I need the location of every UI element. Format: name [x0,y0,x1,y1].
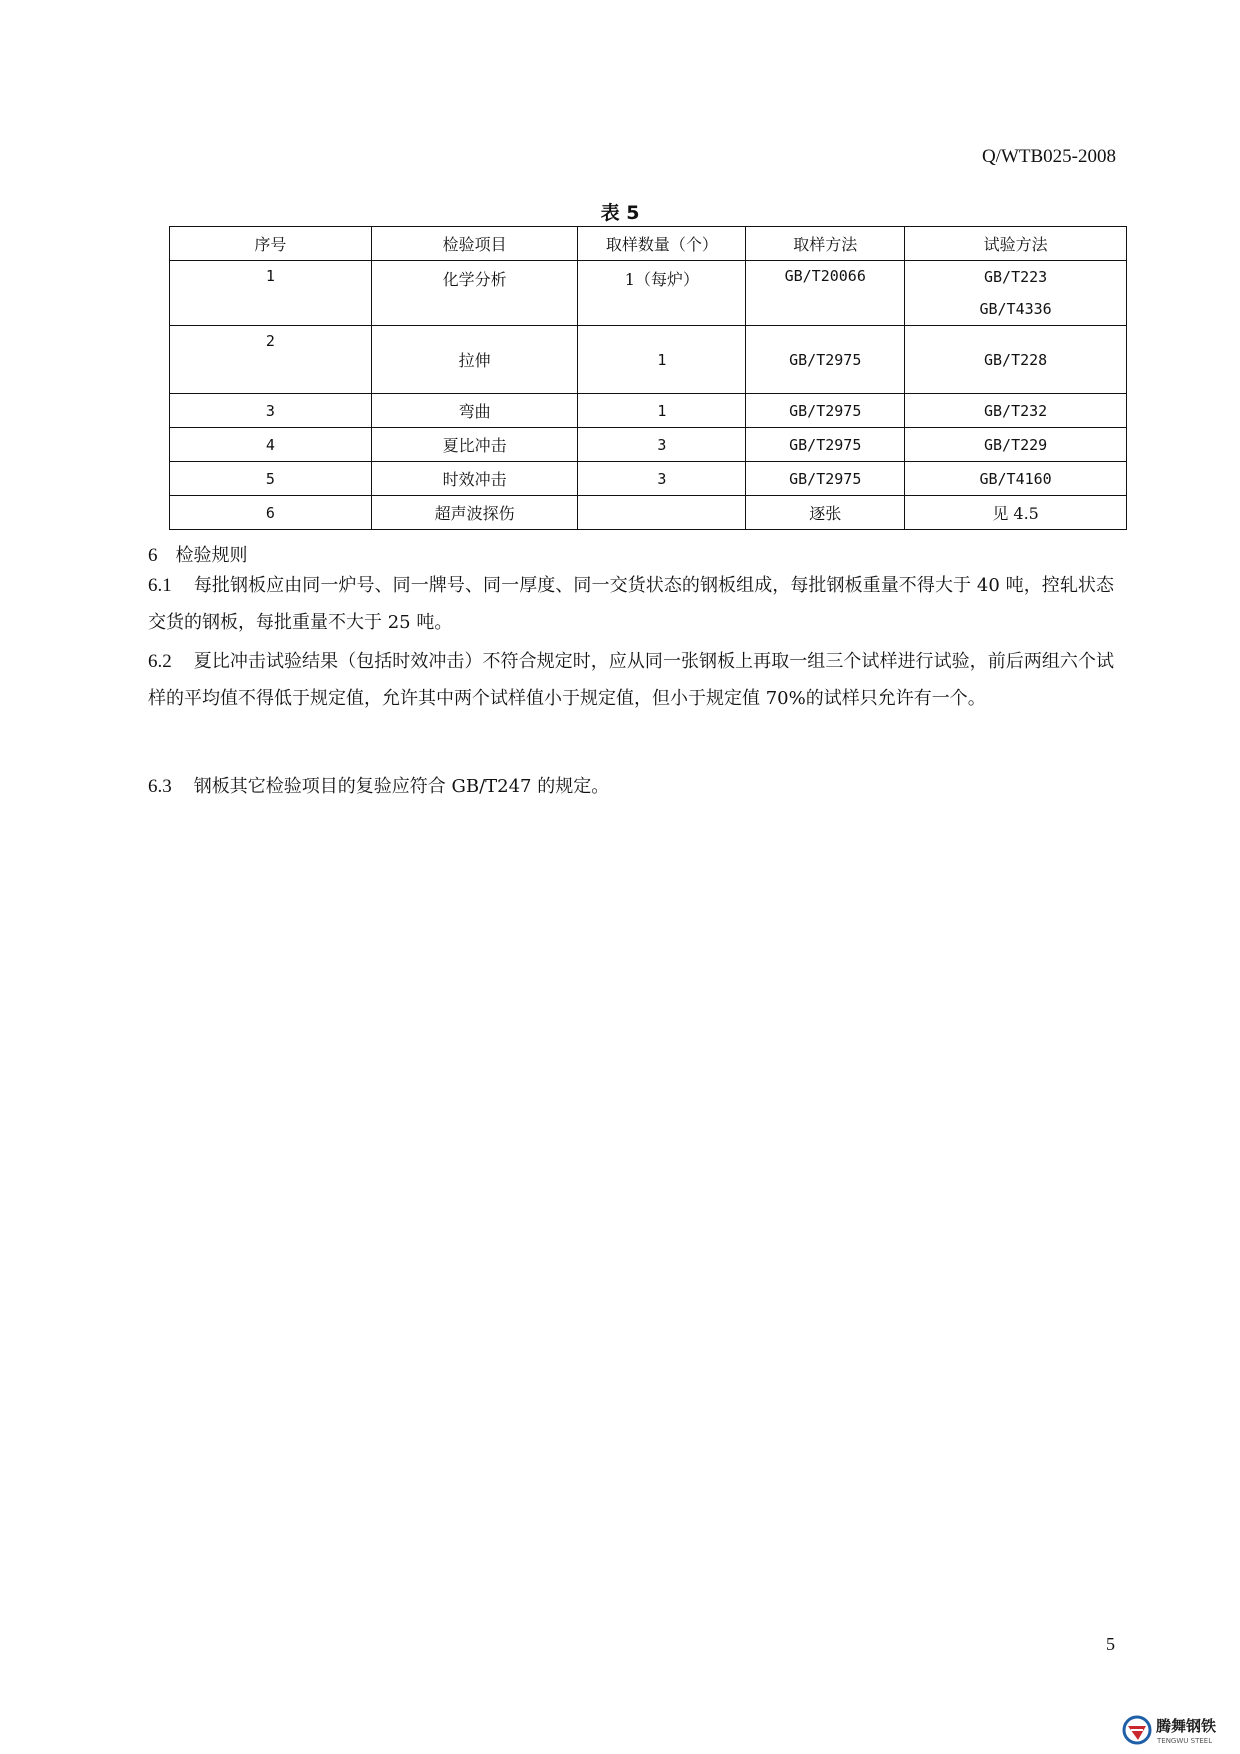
row-sampling-method: GB/T2975 [746,394,905,428]
row-number: 6 [170,496,372,530]
row-quantity: 1 [578,326,746,394]
section-heading [148,541,248,567]
row-item: 时效冲击 [371,462,578,496]
row-test-method: GB/T4160 [905,462,1127,496]
inspection-table [169,226,1127,530]
row-item: 化学分析 [371,261,578,326]
column-header: 序号 [170,227,372,261]
clause-text: 每批钢板应由同一炉号、同一牌号、同一厚度、同一交货状态的钢板组成，每批钢板重量不得大于 40 吨，控轧状态交货的钢板，每批重量不大于 25 吨。 [148,575,1114,633]
table-row [170,326,1127,394]
table-row [170,462,1127,496]
test-method-line: GB/T4336 [979,300,1052,318]
table-header-row [170,227,1127,261]
row-quantity [578,496,746,530]
table-row [170,428,1127,462]
row-number: 1 [170,261,372,326]
test-method-line: GB/T223 [983,268,1048,286]
row-quantity: 3 [578,428,746,462]
table-row [170,261,1127,326]
clause-text: 夏比冲击试验结果（包括时效冲击）不符合规定时，应从同一张钢板上再取一组三个试样进行试验，前后两组六个试样的平均值不得低于规定值，允许其中两个试样值小于规定值，但小于规定值 70%的试样只允许有一个。 [148,651,1114,709]
company-logo [1122,1713,1236,1747]
page-number: 5 [1106,1634,1115,1654]
row-sampling-method: GB/T2975 [746,326,905,394]
clause-6-2 [148,643,1114,717]
logo-text-cn: 腾舞钢铁 [1156,1717,1217,1735]
column-header: 取样方法 [746,227,905,261]
clause-number: 6.2 [148,651,172,672]
section-number: 6 [148,545,158,566]
row-test-method: GB/T229 [905,428,1127,462]
row-sampling-method: GB/T2975 [746,428,905,462]
row-sampling-method: GB/T2975 [746,462,905,496]
clause-6-3 [148,768,1114,805]
row-test-method: 见 4.5 [905,496,1127,530]
clause-6-1 [148,567,1114,641]
row-number: 5 [170,462,372,496]
clause-text: 钢板其它检验项目的复验应符合 GB/T247 的规定。 [193,776,610,797]
row-item: 弯曲 [371,394,578,428]
row-sampling-method: GB/T20066 [746,261,905,326]
column-header: 取样数量（个） [578,227,746,261]
clause-number: 6.3 [148,776,172,797]
row-test-method [905,261,1127,326]
row-test-method: GB/T228 [905,326,1127,394]
table-row [170,496,1127,530]
row-item: 夏比冲击 [371,428,578,462]
row-item: 拉伸 [371,326,578,394]
row-quantity: 1 [578,394,746,428]
row-item: 超声波探伤 [371,496,578,530]
row-number: 2 [170,326,372,394]
table-title: 表 5 [600,202,640,224]
section-title: 检验规则 [175,545,248,566]
logo-mark-icon [1122,1713,1236,1747]
row-number: 4 [170,428,372,462]
row-number: 3 [170,394,372,428]
table-row [170,394,1127,428]
row-quantity: 3 [578,462,746,496]
column-header: 试验方法 [905,227,1127,261]
row-sampling-method: 逐张 [746,496,905,530]
logo-text-en: TENGWU STEEL [1157,1737,1213,1745]
row-quantity: 1（每炉） [578,261,746,326]
row-test-method: GB/T232 [905,394,1127,428]
document-code: Q/WTB025-2008 [981,146,1116,167]
column-header: 检验项目 [371,227,578,261]
clause-number: 6.1 [148,575,172,596]
